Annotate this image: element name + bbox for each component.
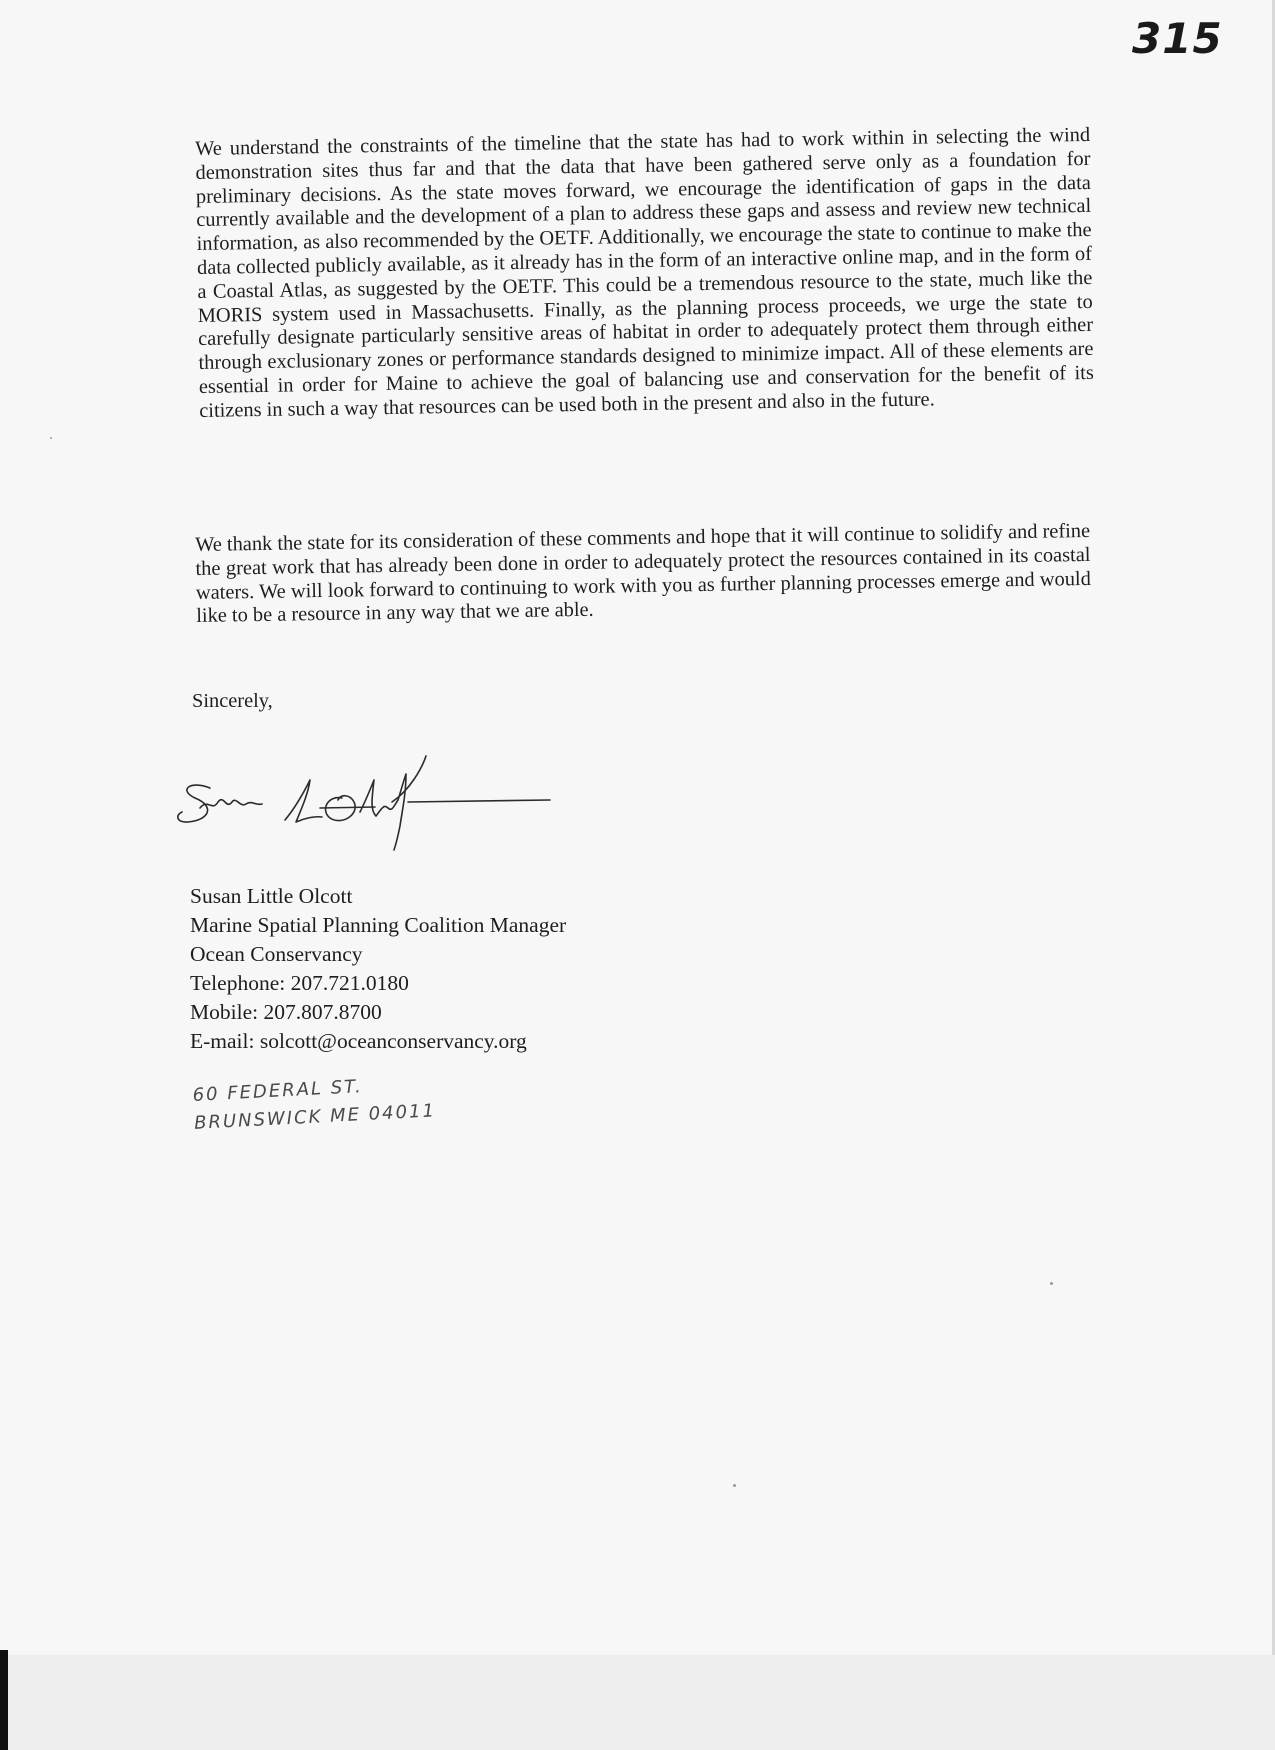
body-paragraph-1: We understand the constraints of the timeline that the state has had to work within in selecting the wind demonstration sites thus far and that the data that have been gathered serve only as a foundation for preliminary decisions. As the state moves forward, we encourage the identification of gaps in the data currently available and the development of a plan to address these gaps and assess and review new technical information, as also recommended by the OETF. Additionally, we encourage the state to continue to make the data collected publicly available, as it already has in the form of an interactive online map, and in the form of a Coastal Atlas, as suggested by the OETF. This could be a tremendous resource to the state, much like the MORIS system used in Massachusetts. Finally, as the planning process proceeds, we urge the state to carefully designate particularly sensitive areas of habitat in order to adequately protect them through either through exclusionary zones or performance standards designed to minimize impact. All of these elements are essential in order for Maine to achieve the goal of balancing use and conservation for the benefit of its citizens in such a way that resources can be used both in the present and also in the future. bbox=[195, 123, 1094, 422]
contact-organization: Ocean Conservancy bbox=[190, 942, 363, 966]
contact-mobile: Mobile: 207.807.8700 bbox=[190, 1000, 382, 1024]
scan-binding-mark bbox=[0, 1650, 8, 1750]
page-bottom-margin bbox=[0, 1655, 1275, 1750]
handwritten-address-line-1: 60 FEDERAL ST. bbox=[192, 1076, 364, 1106]
closing-salutation: Sincerely, bbox=[192, 690, 273, 712]
contact-name: Susan Little Olcott bbox=[190, 884, 353, 908]
contact-title: Marine Spatial Planning Coalition Manager bbox=[190, 913, 567, 937]
scan-speck bbox=[733, 1484, 736, 1487]
handwritten-address bbox=[192, 1069, 437, 1138]
contact-email: E-mail: solcott@oceanconservancy.org bbox=[190, 1029, 527, 1053]
page-number: 315 bbox=[1132, 14, 1223, 63]
body-paragraph-2: We thank the state for its consideration of these comments and hope that it will continue to solidify and refine the great work that has already been done in order to adequately protect the resources contained in its coastal waters. We will look forward to continuing to work with you as further planning processes emerge and would like to be a resource in any way that we are able. bbox=[195, 519, 1091, 628]
handwritten-address-line-2: BRUNSWICK ME 04011 bbox=[193, 1100, 437, 1134]
signature bbox=[170, 750, 600, 860]
scan-speck bbox=[50, 437, 52, 439]
scan-speck bbox=[1050, 1282, 1053, 1285]
contact-block bbox=[190, 882, 566, 1056]
contact-telephone: Telephone: 207.721.0180 bbox=[190, 971, 409, 995]
